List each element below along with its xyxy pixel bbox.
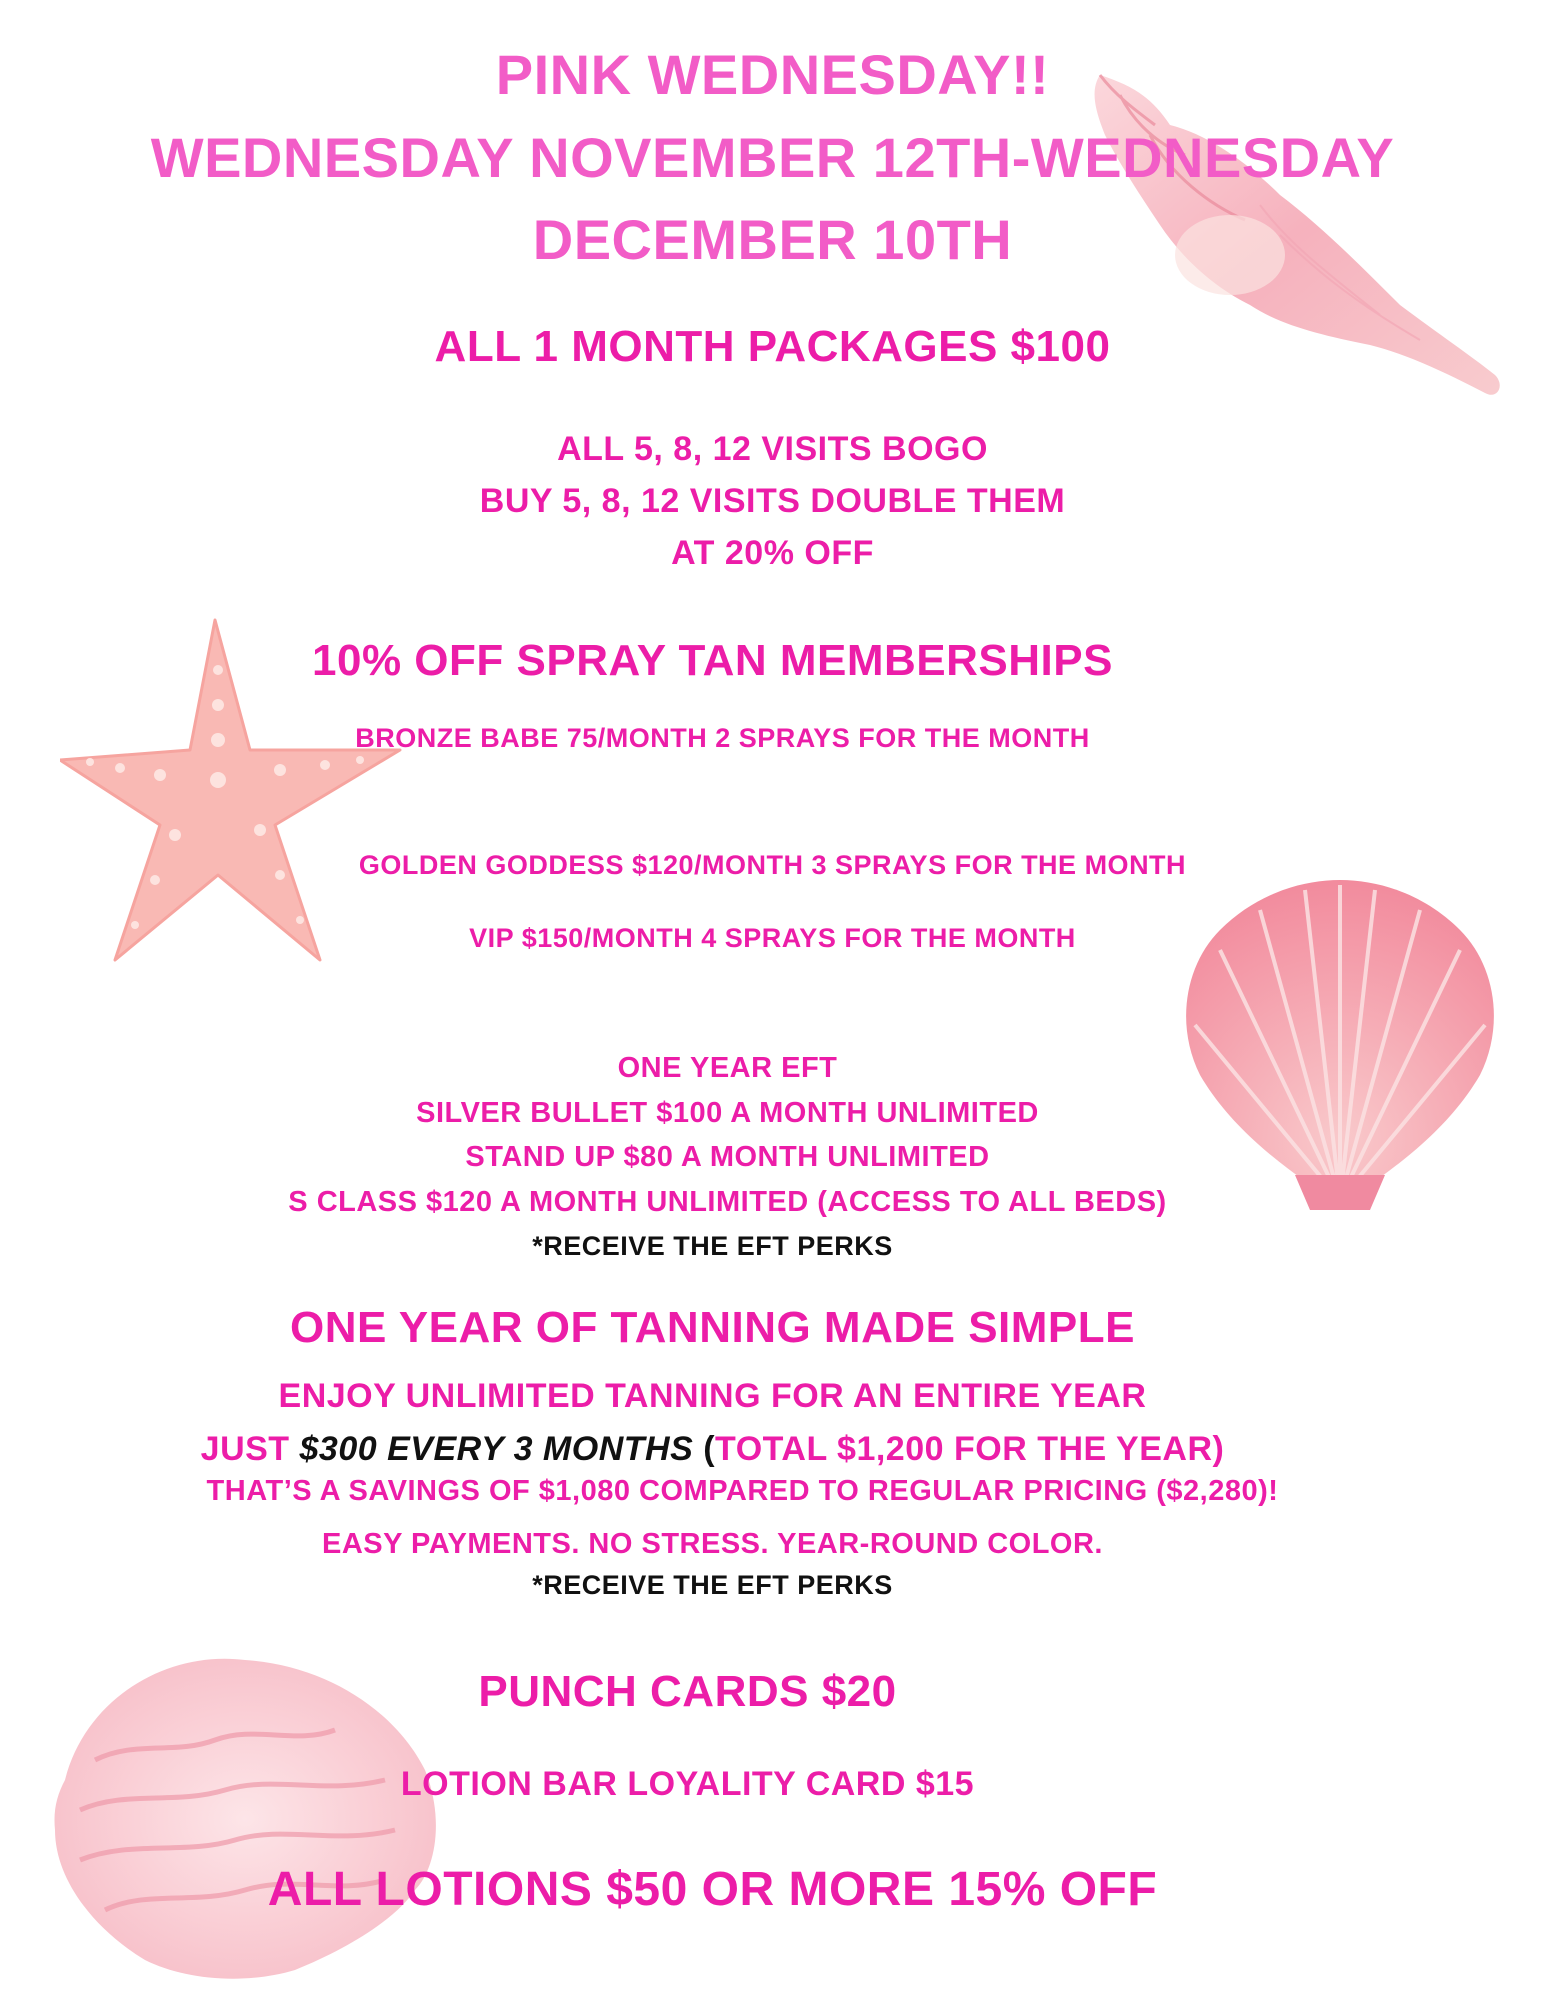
stand-up-plan: STAND UP $80 A MONTH UNLIMITED xyxy=(465,1141,990,1173)
payment-plan-emphasis: $300 EVERY 3 MONTHS xyxy=(299,1430,694,1468)
eft-perks-note: *RECEIVE THE EFT PERKS xyxy=(532,1231,893,1261)
title-pink-wednesday: PINK WEDNESDAY!! xyxy=(495,43,1050,106)
lotion-bar-card-offer: LOTION BAR LOYALITY CARD $15 xyxy=(400,1765,975,1803)
visits-bogo-offer: ALL 5, 8, 12 VISITS BOGO xyxy=(557,430,988,468)
one-year-heading: ONE YEAR OF TANNING MADE SIMPLE xyxy=(289,1303,1136,1352)
monthly-packages-offer: ALL 1 MONTH PACKAGES $100 xyxy=(434,322,1111,371)
visits-double-offer: BUY 5, 8, 12 VISITS DOUBLE THEM xyxy=(479,482,1066,520)
unlimited-year-line: ENJOY UNLIMITED TANNING FOR AN ENTIRE YEAR xyxy=(278,1377,1147,1415)
vip-membership: VIP $150/MONTH 4 SPRAYS FOR THE MONTH xyxy=(469,923,1076,953)
spray-tan-heading: 10% OFF SPRAY TAN MEMBERSHIPS xyxy=(312,636,1113,685)
easy-payments-line: EASY PAYMENTS. NO STRESS. YEAR-ROUND COLOR. xyxy=(322,1528,1103,1560)
silver-bullet-plan: SILVER BULLET $100 A MONTH UNLIMITED xyxy=(416,1097,1039,1129)
year-perks-note: *RECEIVE THE EFT PERKS xyxy=(532,1570,893,1600)
lotions-discount-offer: ALL LOTIONS $50 OR MORE 15% OFF xyxy=(267,1863,1158,1916)
date-range-line-2: DECEMBER 10TH xyxy=(532,208,1013,271)
savings-line: THAT’S A SAVINGS OF $1,080 COMPARED TO REGULAR PRICING ($2,280)! xyxy=(206,1475,1279,1507)
visits-discount-offer: AT 20% OFF xyxy=(671,534,874,572)
date-range-line-1: WEDNESDAY NOVEMBER 12TH-WEDNESDAY xyxy=(150,126,1395,189)
golden-goddess-membership: GOLDEN GODDESS $120/MONTH 3 SPRAYS FOR THE MONTH xyxy=(358,850,1187,880)
bronze-babe-membership: BRONZE BABE 75/MONTH 2 SPRAYS FOR THE MONTH xyxy=(355,723,1090,753)
s-class-plan: S CLASS $120 A MONTH UNLIMITED (ACCESS TO ALL BEDS) xyxy=(288,1186,1167,1218)
one-year-eft-heading: ONE YEAR EFT xyxy=(617,1052,838,1084)
payment-plan-line: JUST $300 EVERY 3 MONTHS (TOTAL $1,200 FOR THE YEAR) xyxy=(200,1430,1225,1468)
punch-cards-offer: PUNCH CARDS $20 xyxy=(478,1667,897,1716)
